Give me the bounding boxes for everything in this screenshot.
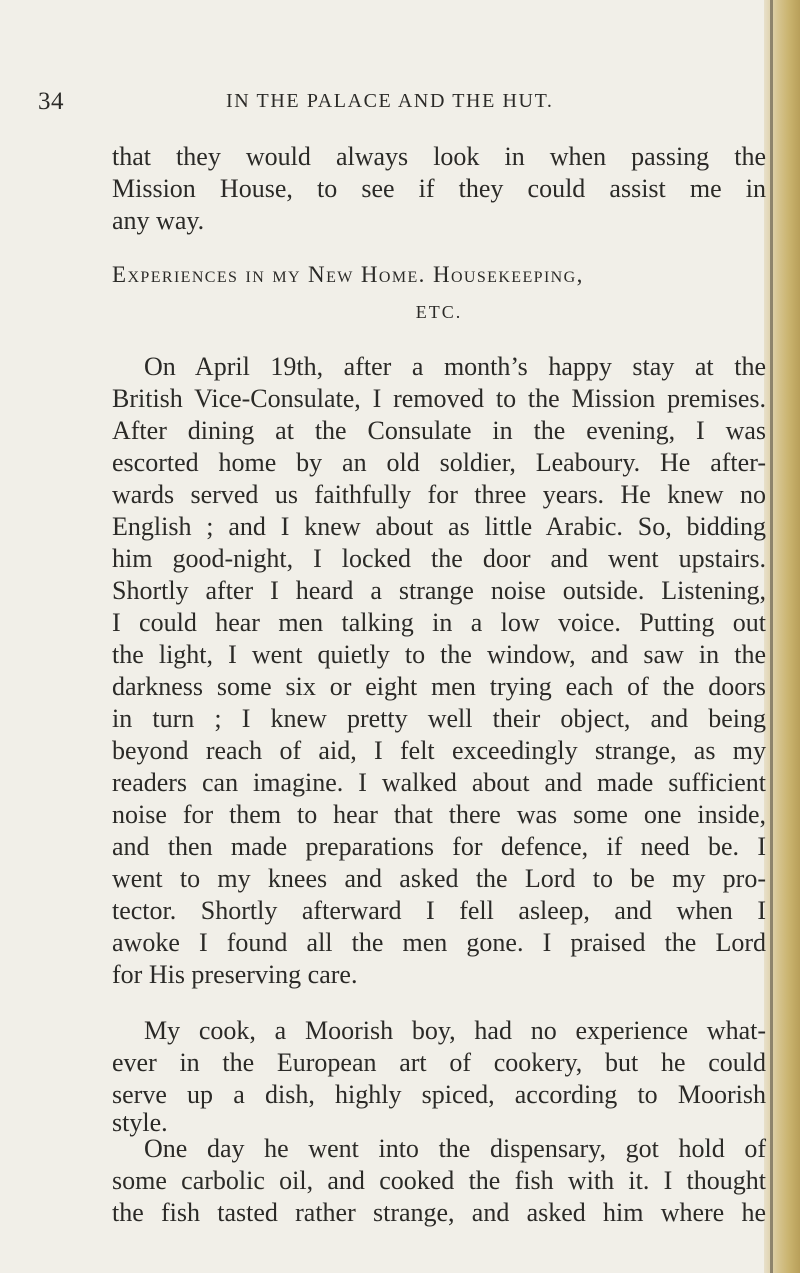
text-line: some carbolic oil, and cooked the fish with it. I thought (112, 1166, 766, 1195)
text-line: My cook, a Moorish boy, had no experience what- (144, 1016, 766, 1045)
text-line: style. (112, 1108, 168, 1137)
page-number: 34 (38, 88, 64, 115)
text-line: that they would always look in when passing the (112, 142, 766, 171)
running-head: IN THE PALACE AND THE HUT. (226, 90, 554, 112)
text-line: in turn ; I knew pretty well their object, and being (112, 704, 766, 733)
text-line: awoke I found all the men gone. I praised the Lord (112, 928, 766, 957)
section-heading: Experiences in my New Home. Housekeeping, (112, 262, 584, 287)
text-line: Shortly after I heard a strange noise outside. Listening, (112, 576, 766, 605)
text-line: him good-night, I locked the door and went upstairs. (112, 544, 766, 573)
page-edge-shadow (764, 0, 800, 1273)
section-heading-sub: ETC. (415, 302, 463, 322)
text-line: One day he went into the dispensary, got hold of (144, 1134, 766, 1163)
text-line: beyond reach of aid, I felt exceedingly strange, as my (112, 736, 766, 765)
text-line: went to my knees and asked the Lord to be my pro- (112, 864, 766, 893)
text-line: English ; and I knew about as little Arabic. So, bidding (112, 512, 766, 541)
text-line: readers can imagine. I walked about and made sufficient (112, 768, 766, 797)
text-line: tector. Shortly afterward I fell asleep, and when I (112, 896, 766, 925)
text-line: On April 19th, after a month’s happy stay at the (144, 352, 766, 381)
text-line: British Vice-Consulate, I removed to the Mission premises. (112, 384, 766, 413)
text-line: ever in the European art of cookery, but he could (112, 1048, 766, 1077)
text-line: darkness some six or eight men trying each of the doors (112, 672, 766, 701)
text-line: I could hear men talking in a low voice. Putting out (112, 608, 766, 637)
text-line: for His preserving care. (112, 960, 358, 989)
text-line: noise for them to hear that there was some one inside, (112, 800, 766, 829)
text-line: Mission House, to see if they could assist me in (112, 174, 766, 203)
text-line: escorted home by an old soldier, Leaboury. He after- (112, 448, 766, 477)
text-line: serve up a dish, highly spiced, according to Moorish (112, 1080, 766, 1109)
text-line: any way. (112, 206, 205, 235)
text-line: the fish tasted rather strange, and asked him where he (112, 1198, 766, 1227)
text-line: the light, I went quietly to the window, and saw in the (112, 640, 766, 669)
text-line: wards served us faithfully for three years. He knew no (112, 480, 766, 509)
text-line: and then made preparations for defence, if need be. I (112, 832, 766, 861)
text-line: After dining at the Consulate in the evening, I was (112, 416, 766, 445)
